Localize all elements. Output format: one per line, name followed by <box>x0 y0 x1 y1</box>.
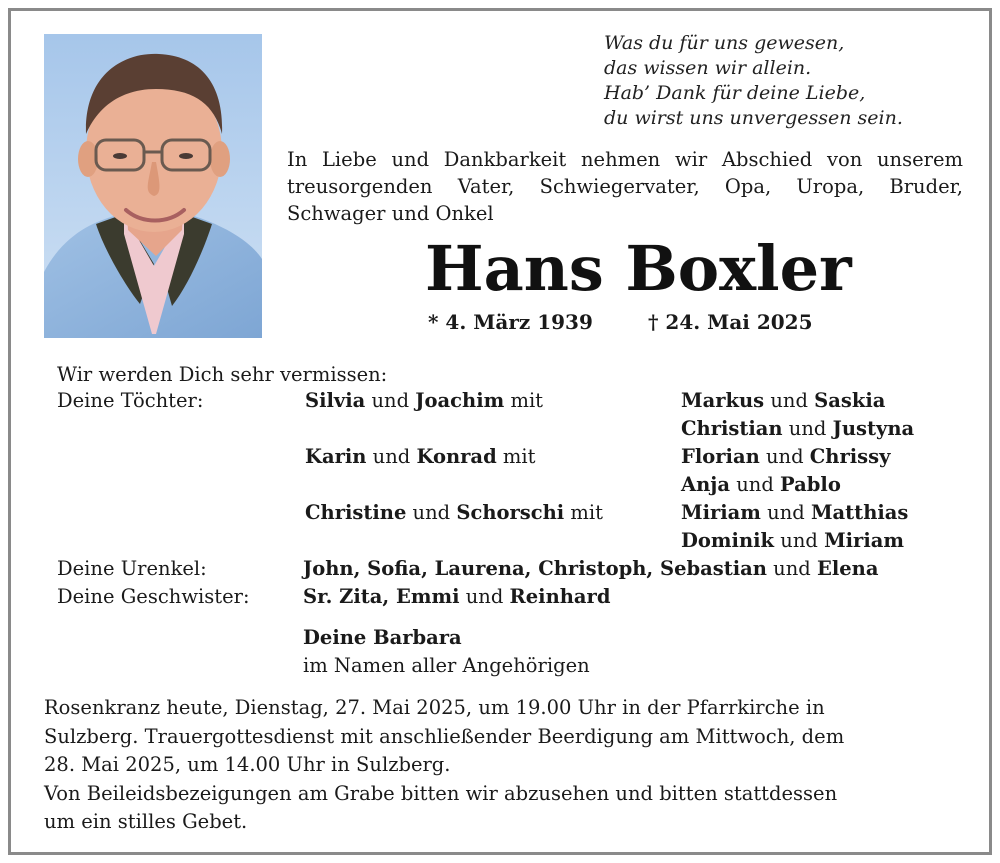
conjunction: mit <box>564 501 603 524</box>
portrait-photo <box>44 34 262 338</box>
family-line <box>305 387 543 415</box>
person-name: Matthias <box>810 501 909 524</box>
family-line <box>305 499 603 527</box>
conjunction: und <box>764 389 815 412</box>
great-grandchildren-line <box>303 555 878 583</box>
grandchild-line <box>681 443 890 471</box>
conjunction: und <box>459 585 510 608</box>
conjunction: mit <box>496 445 536 468</box>
conjunction: und <box>759 445 810 468</box>
person-name: Pablo <box>780 473 841 496</box>
footer-line: Von Beileidsbezeigungen am Grabe bitten wir abzusehen und bitten stattdessen <box>44 781 838 805</box>
conjunction: und <box>365 389 416 412</box>
conjunction: und <box>766 557 817 580</box>
conjunction: und <box>760 501 811 524</box>
person-name: Reinhard <box>509 585 611 608</box>
poem-line: du wirst uns unvergessen sein. <box>604 107 903 129</box>
footer-line: um ein stilles Gebet. <box>44 810 248 833</box>
footer-line: Rosenkranz heute, Dienstag, 27. Mai 2025, um 19.00 Uhr in der Pfarrkirche in <box>44 696 825 719</box>
person-name: Konrad <box>416 445 497 468</box>
person-name: Anja <box>681 473 730 496</box>
person-name: Saskia <box>814 389 886 412</box>
intro-line: Schwager und Onkel <box>287 202 494 225</box>
siblings-line <box>303 583 610 611</box>
person-name: Schorschi <box>456 501 565 524</box>
poem-line: das wissen wir allein. <box>604 57 812 79</box>
intro-text <box>287 146 963 227</box>
person-name: Miriam <box>824 529 905 552</box>
conjunction: und <box>782 417 833 440</box>
intro-line: treusorgenden Vater, Schwiegervater, Opa, Uropa, Bruder, <box>287 175 963 198</box>
signature-name: Deine Barbara <box>303 626 462 649</box>
birth-date: * 4. März 1939 <box>428 310 593 334</box>
person-name: Silvia <box>305 389 366 412</box>
person-names: Sr. Zita, Emmi <box>303 585 460 608</box>
conjunction: mit <box>504 389 544 412</box>
grandchild-line <box>681 499 908 527</box>
person-names: John, Sofia, Laurena, Christoph, Sebastian <box>303 557 767 580</box>
death-date: † 24. Mai 2025 <box>648 310 813 334</box>
conjunction: und <box>366 445 417 468</box>
person-name: Christian <box>681 417 783 440</box>
great-grandchildren-label: Deine Urenkel: <box>57 557 207 580</box>
footer-line: 28. Mai 2025, um 14.00 Uhr in Sulzberg. <box>44 753 451 776</box>
person-name: Elena <box>816 557 879 580</box>
poem-line: Hab’ Dank für deine Liebe, <box>604 82 866 104</box>
conjunction: und <box>730 473 780 496</box>
person-name: Karin <box>305 445 367 468</box>
footer-line: Sulzberg. Trauergottesdienst mit anschließender Beerdigung am Mittwoch, dem <box>44 724 845 748</box>
person-name: Christine <box>305 501 407 524</box>
miss-line: Wir werden Dich sehr vermissen: <box>57 363 388 386</box>
memorial-poem <box>604 31 903 131</box>
family-line <box>305 443 535 471</box>
poem-line: Was du für uns gewesen, <box>604 32 845 54</box>
grandchild-line <box>681 527 904 555</box>
person-name: Dominik <box>681 529 775 552</box>
person-name: Justyna <box>832 417 915 440</box>
person-name: Chrissy <box>809 445 891 468</box>
grandchild-line <box>681 415 914 443</box>
conjunction: und <box>774 529 825 552</box>
deceased-name: Hans Boxler <box>425 232 852 305</box>
person-name: Markus <box>681 389 765 412</box>
service-information <box>44 694 944 837</box>
daughters-label: Deine Töchter: <box>57 389 204 412</box>
grandchild-line <box>681 471 841 499</box>
conjunction: und <box>406 501 457 524</box>
grandchild-line <box>681 387 885 415</box>
signature-subline: im Namen aller Angehörigen <box>303 654 590 677</box>
person-name: Joachim <box>415 389 505 412</box>
intro-line: In Liebe und Dankbarkeit nehmen wir Abschied von unserem <box>287 148 963 171</box>
siblings-label: Deine Geschwister: <box>57 585 250 608</box>
person-name: Florian <box>681 445 760 468</box>
person-name: Miriam <box>681 501 761 524</box>
